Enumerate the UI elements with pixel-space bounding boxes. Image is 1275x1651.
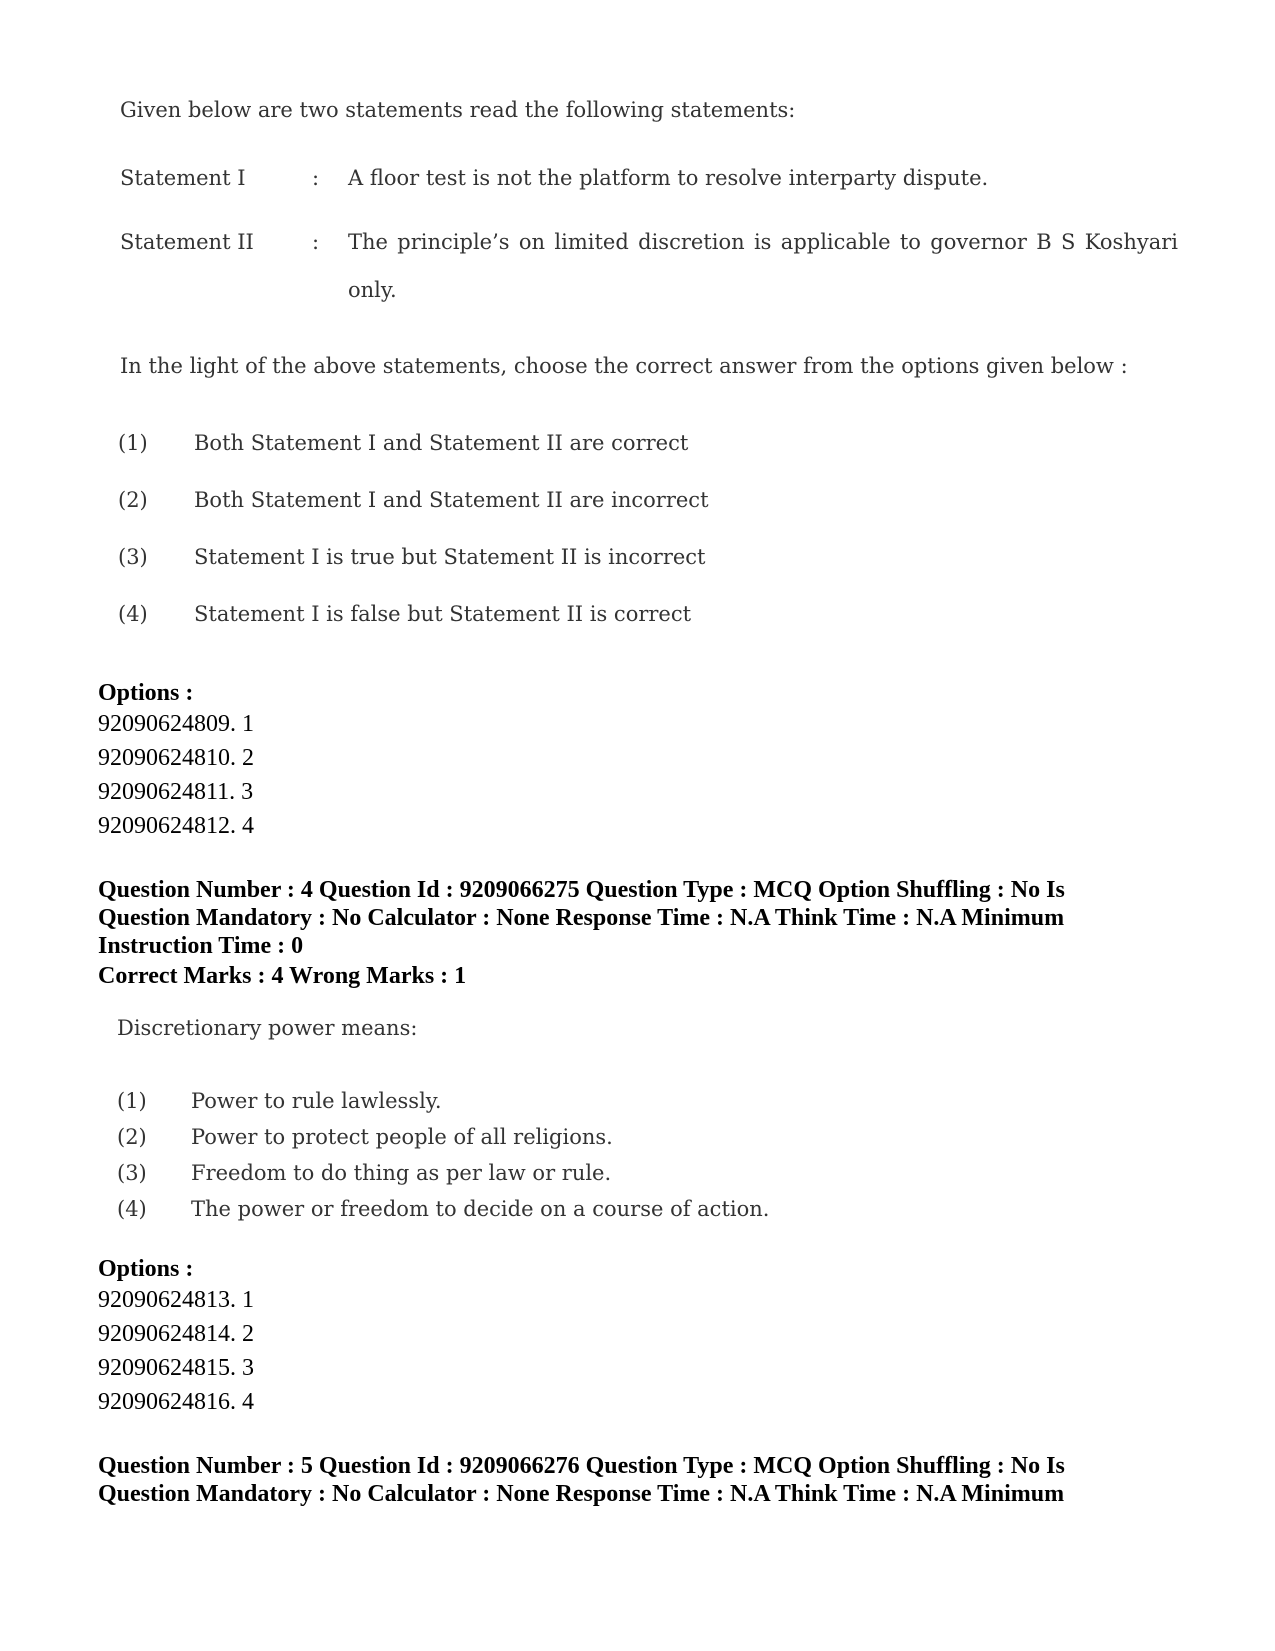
choice-text: Both Statement I and Statement II are incorrect — [194, 488, 709, 512]
choice-number: (4) — [118, 602, 148, 626]
option-id-line: 92090624811. 3 — [98, 779, 254, 805]
choice-text: Freedom to do thing as per law or rule. — [191, 1161, 612, 1185]
choice-number: (2) — [118, 488, 148, 512]
q3-options-section — [98, 680, 254, 843]
statement-label: Statement I — [120, 166, 246, 190]
options-title: Options : — [98, 680, 194, 706]
choice-number: (1) — [118, 431, 148, 455]
option-id-line: 92090624813. 1 — [98, 1287, 254, 1313]
choice-number: (4) — [117, 1197, 147, 1221]
statement-colon: : — [312, 230, 320, 254]
choice-text: Both Statement I and Statement II are correct — [194, 431, 689, 455]
q3-instruction: In the light of the above statements, choose the correct answer from the options given below : — [120, 354, 1128, 378]
q5-meta: Question Number : 5 Question Id : 9209066276 Question Type : MCQ Option Shuffling : No Is Question Mandatory : No Calculator : None Response Time : N.A Think Time : N.A Minimum — [98, 1453, 1065, 1507]
q3-stem: Given below are two statements read the following statements: — [120, 98, 796, 122]
choice-number: (3) — [117, 1161, 147, 1185]
choice-text: The power or freedom to decide on a course of action. — [191, 1197, 770, 1221]
option-id-line: 92090624816. 4 — [98, 1389, 254, 1415]
option-id-line: 92090624812. 4 — [98, 813, 254, 839]
q3-statement-1 — [120, 166, 1120, 206]
choice-number: (1) — [117, 1089, 147, 1113]
q3-statement-2 — [120, 230, 1178, 320]
q4-meta: Question Number : 4 Question Id : 9209066275 Question Type : MCQ Option Shuffling : No Is Question Mandatory : No Calculator : None Response Time : N.A Think Time : N.A Minimum Instruction Time : 0 — [98, 877, 1065, 959]
q4-marks: Correct Marks : 4 Wrong Marks : 1 — [98, 963, 467, 989]
q4-stem: Discretionary power means: — [117, 1016, 418, 1040]
option-id-line: 92090624814. 2 — [98, 1321, 254, 1347]
options-title: Options : — [98, 1256, 194, 1282]
statement-label: Statement II — [120, 230, 254, 254]
option-id-line: 92090624809. 1 — [98, 711, 254, 737]
option-id-line: 92090624815. 3 — [98, 1355, 254, 1381]
choice-text: Power to rule lawlessly. — [191, 1089, 442, 1113]
choice-text: Statement I is false but Statement II is correct — [194, 602, 692, 626]
choice-text: Statement I is true but Statement II is incorrect — [194, 545, 706, 569]
choice-text: Power to protect people of all religions. — [191, 1125, 613, 1149]
statement-colon: : — [312, 166, 320, 190]
choice-number: (2) — [117, 1125, 147, 1149]
option-id-line: 92090624810. 2 — [98, 745, 254, 771]
statement-text: The principle’s on limited discretion is applicable to governor B S Koshyari only. — [348, 230, 1178, 302]
q4-options-section — [98, 1256, 254, 1419]
statement-text: A floor test is not the platform to resolve interparty dispute. — [348, 166, 989, 190]
choice-number: (3) — [118, 545, 148, 569]
